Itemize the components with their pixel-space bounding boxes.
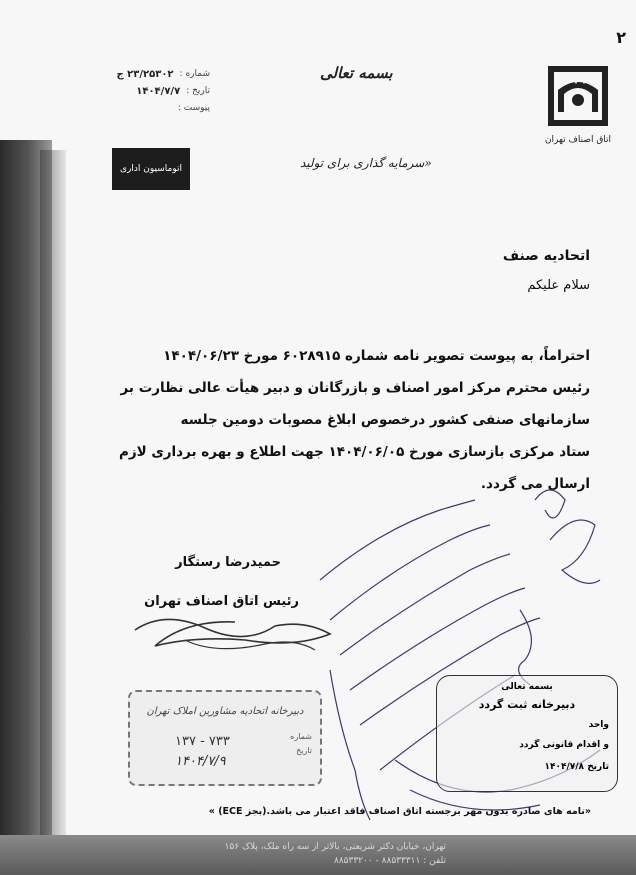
stamp-left-number-label: شماره [290, 732, 312, 741]
attachment-label: پیوست : [177, 103, 210, 113]
signer-name: حمیدرضا رستگار [175, 555, 281, 570]
registration-stamp-right [436, 675, 618, 792]
year-slogan: «سرمایه گذاری برای تولید [300, 156, 432, 170]
body-line: سازمانهای صنفی کشور درخصوص ابلاغ مصوبات دومین جلسه [180, 412, 590, 428]
footer-address: تهران، خیابان دکتر شریعتی، بالاتر از سه راه ملک، پلاک ۱۵۶ [224, 842, 446, 852]
scan-shadow-inner [40, 150, 66, 875]
body-line: احتراماً، به پیوست تصویر نامه شماره ۶۰۲۸۹۱۵ مورخ ۱۴۰۴/۰۶/۲۳ [163, 348, 590, 364]
stamp-left-number: ۱۳۷ - ۷۳۳ [175, 734, 230, 749]
letter-meta [60, 66, 210, 117]
stamp-right-heading: دبیرخانه ثبت گردد [478, 698, 576, 711]
automation-badge: اتوماسیون اداری [112, 148, 190, 190]
stamp-left-header: دبیرخانه اتحادیه مشاورین املاک تهران [146, 706, 304, 717]
svg-text:اتاق اصناف تهران: اتاق اصناف تهران [544, 135, 612, 145]
date-value: ۱۴۰۴/۷/۷ [136, 86, 181, 97]
recipient: اتحادیه صنف [502, 248, 590, 264]
stamp-left-labels [290, 730, 312, 758]
footer-phone: تلفن : ۸۸۵۳۳۳۱۱ - ۸۸۵۳۳۲۰۰ [334, 856, 446, 866]
stamp-left-date-label: تاریخ [296, 746, 312, 755]
stamp-right-unit-label: واحد [588, 720, 609, 730]
body-line: ارسال می گردد. [480, 476, 590, 492]
signer-title: رئیس اتاق اصناف تهران [144, 594, 299, 609]
meta-attachment-row [60, 100, 210, 117]
stamp-left-date: ۱۴۰۴/۷/۹ [175, 754, 226, 769]
validity-note: «نامه های صادره بدون مهر برجسته اتاق اصناف فاقد اعتبار می باشد.(بجز ECE) » [208, 806, 591, 817]
stamp-right-title: بسمه تعالی [501, 682, 553, 692]
meta-number-row [60, 66, 210, 83]
greeting: سلام علیکم [527, 278, 590, 293]
secretariat-stamp-left [128, 690, 322, 786]
number-value: ۲۳/۲۵۳۰۲ ج [116, 69, 174, 80]
page-number: ۲ [616, 28, 626, 47]
bismillah-heading: بسمه تعالی [320, 64, 393, 82]
body-line: ستاد مرکزی بازسازی مورخ ۱۴۰۴/۰۶/۰۵ جهت اطلاع و بهره برداری لازم [118, 444, 590, 460]
footer-contact [225, 840, 446, 868]
chamber-logo-icon [526, 60, 616, 148]
stamp-right-date-row [545, 762, 610, 772]
handwritten-notes-icon [300, 470, 620, 850]
stamp-right-date-value: ۱۴۰۴/۷/۸ [544, 762, 585, 772]
stamp-right-date-label: تاریخ [587, 762, 609, 772]
number-label: شماره : [179, 69, 210, 79]
date-label: تاریخ : [186, 86, 210, 96]
stamp-right-action-label: و اقدام قانونی گردد [519, 740, 609, 750]
meta-date-row [60, 83, 210, 100]
body-line: رئیس محترم مرکز امور اصناف و بازرگانان و دبیر هیأت عالی نظارت بر [120, 380, 590, 396]
